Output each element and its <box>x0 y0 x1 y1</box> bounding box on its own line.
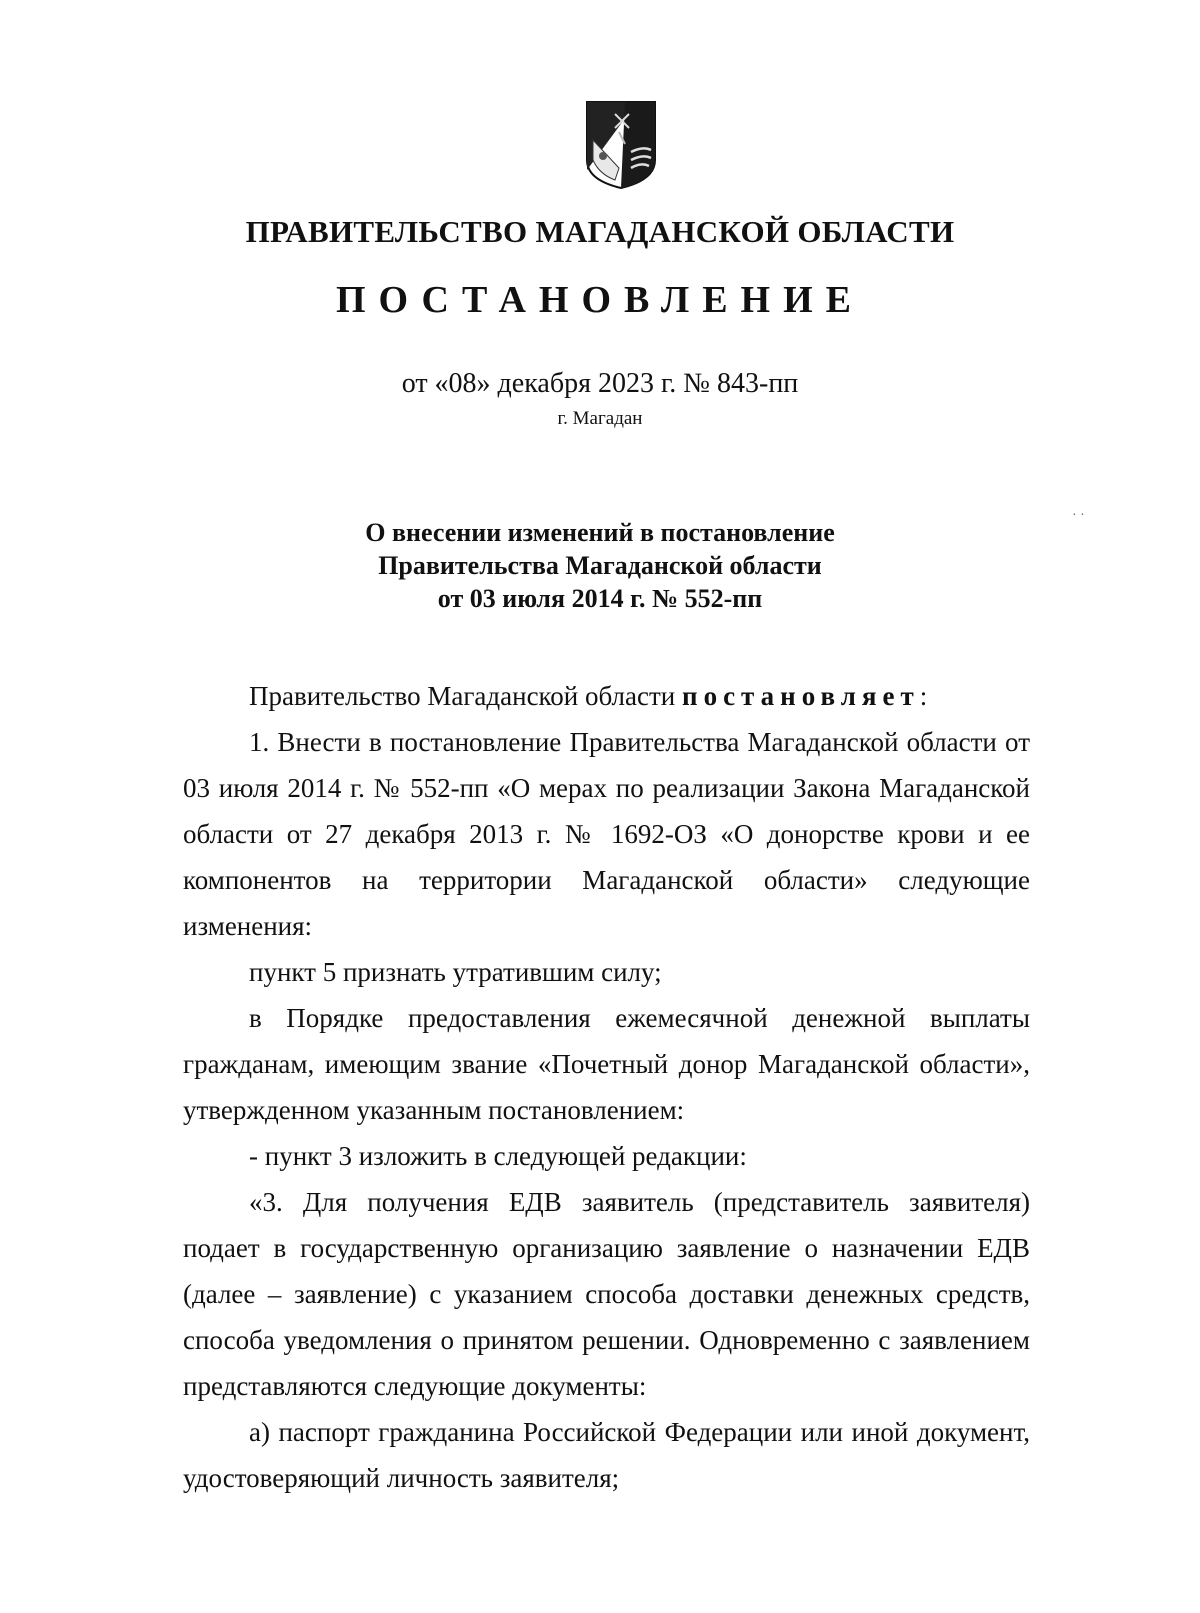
paragraph-4: - пункт 3 изложить в следующей редакции: <box>249 1141 747 1171</box>
scan-artifact: · · <box>1072 508 1085 523</box>
preamble-colon: : <box>919 681 928 711</box>
document-type: ПОСТАНОВЛЕНИЕ <box>335 279 865 321</box>
document-city: г. Магадан <box>557 408 643 429</box>
title-line-1: О внесении изменений в постановление <box>365 518 835 547</box>
paragraph-1: 1. Внести в постановление Правительства Магаданской области от 03 июля 2014 г. № 552-пп «О мерах по реализации Закона Магаданской области от 27 декабря 2013 г. № 1692-ОЗ «О донорстве крови и ее компонентов на территории Магаданской области» следующие изменения: <box>183 727 1030 941</box>
document-title <box>0 516 1200 615</box>
preamble-text: Правительство Магаданской области <box>249 681 683 711</box>
paragraph-6: а) паспорт гражданина Российской Федерации или иной документ, удостоверяющий личность заявителя; <box>183 1417 1030 1493</box>
paragraph-2: пункт 5 признать утратившим силу; <box>249 957 662 987</box>
paragraph-5: «3. Для получения ЕДВ заявитель (представитель заявителя) подает в государственную организацию заявление о назначении ЕДВ (далее – заявление) с указанием способа доставки денежных средств, способа уведомления о принятом решении. Одновременно с заявлением представляются следующие документы: <box>183 1187 1030 1401</box>
magadan-coat-of-arms-icon <box>585 100 657 190</box>
title-line-3: от 03 июля 2014 г. № 552-пп <box>437 584 763 613</box>
organization-name: ПРАВИТЕЛЬСТВО МАГАДАНСКОЙ ОБЛАСТИ <box>245 214 955 249</box>
paragraph-3: в Порядке предоставления ежемесячной денежной выплаты гражданам, имеющим звание «Почетный донор Магаданской области», утвержденном указанным постановлением: <box>183 1003 1030 1125</box>
preamble-emphasis: постановляет <box>682 681 920 711</box>
document-body <box>183 673 1030 1501</box>
document-date-number: от «08» декабря 2023 г. № 843-пп <box>401 368 799 399</box>
preamble <box>183 673 1030 719</box>
title-line-2: Правительства Магаданской области <box>378 551 822 580</box>
